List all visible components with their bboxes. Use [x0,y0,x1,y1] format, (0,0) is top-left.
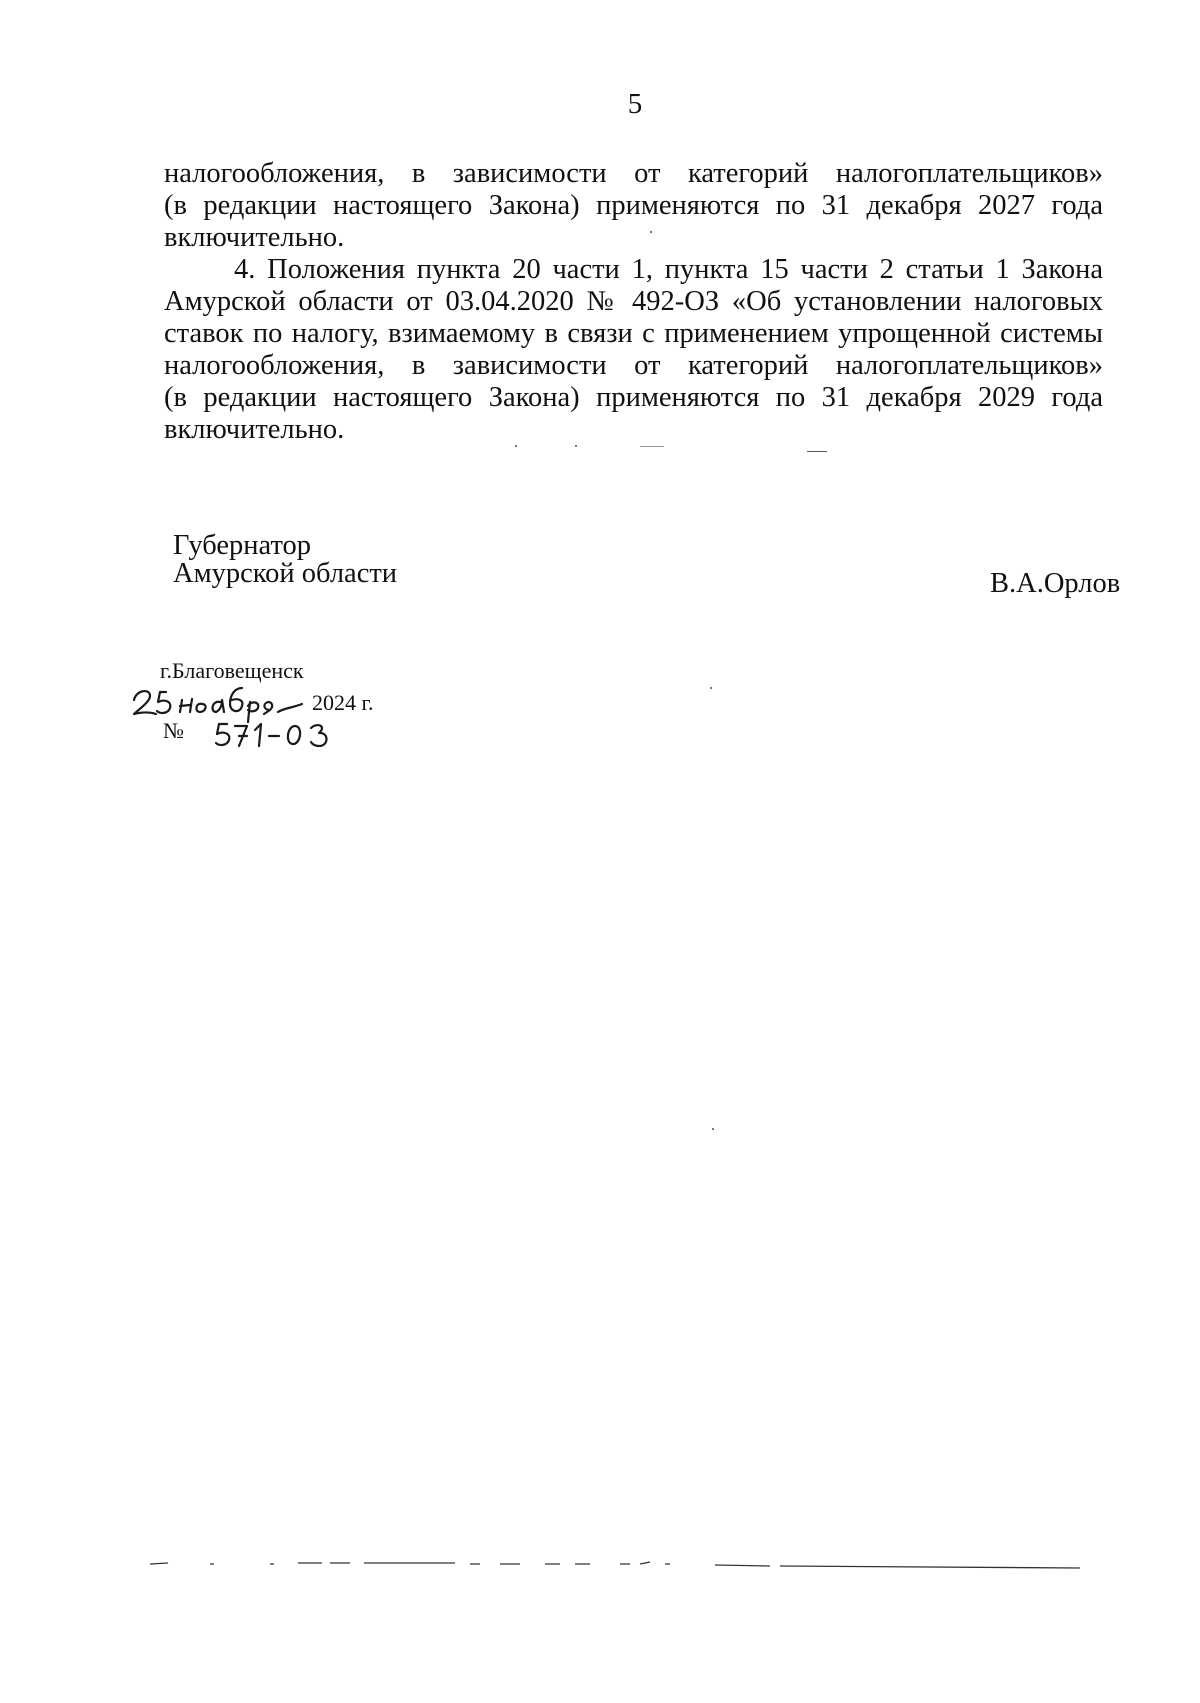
paragraph-continuation [164,158,1103,254]
scan-speck [710,687,712,689]
scan-speck [575,445,577,447]
date-line [130,688,430,722]
page-number: 5 [627,88,643,120]
paragraph-line: 4. Положения пункта 20 части 1, пункта 15 части 2 статьи 1 Закона [234,254,1103,285]
bottom-scan-line [150,1560,1080,1572]
number-sign: № [163,718,184,743]
paragraph-line: налогообложения, в зависимости от категорий налогоплательщиков» [164,158,1103,189]
paragraph-line: (в редакции настоящего Закона) применяются по 31 декабря 2029 года [164,382,1103,413]
scan-speck [650,231,652,233]
handwritten-law-number [213,718,343,754]
paragraph-line: включительно. [164,222,345,253]
signatory-position [173,532,397,588]
law-number-line [163,718,383,758]
place-of-signing: г.Благовещенск [160,658,304,683]
paragraph-line: включительно. [164,414,345,445]
scan-speck [712,1128,714,1130]
date-year: 2024 г. [312,690,374,715]
scan-mark [807,451,827,452]
paragraph-4 [164,254,1103,446]
signatory-title: Губернатор [173,530,312,561]
signatory-region: Амурской области [173,558,398,589]
scan-mark [640,446,664,447]
paragraph-line: (в редакции настоящего Закона) применяются по 31 декабря 2027 года [164,190,1103,221]
paragraph-line: Амурской области от 03.04.2020 № 492-ОЗ «Об установлении налоговых [164,286,1103,317]
paragraph-line: ставок по налогу, взимаемому в связи с применением упрощенной системы [164,318,1103,349]
signatory-name: В.А.Орлов [990,568,1121,599]
scan-speck [515,445,517,447]
paragraph-line: налогообложения, в зависимости от категорий налогоплательщиков» [164,350,1103,381]
